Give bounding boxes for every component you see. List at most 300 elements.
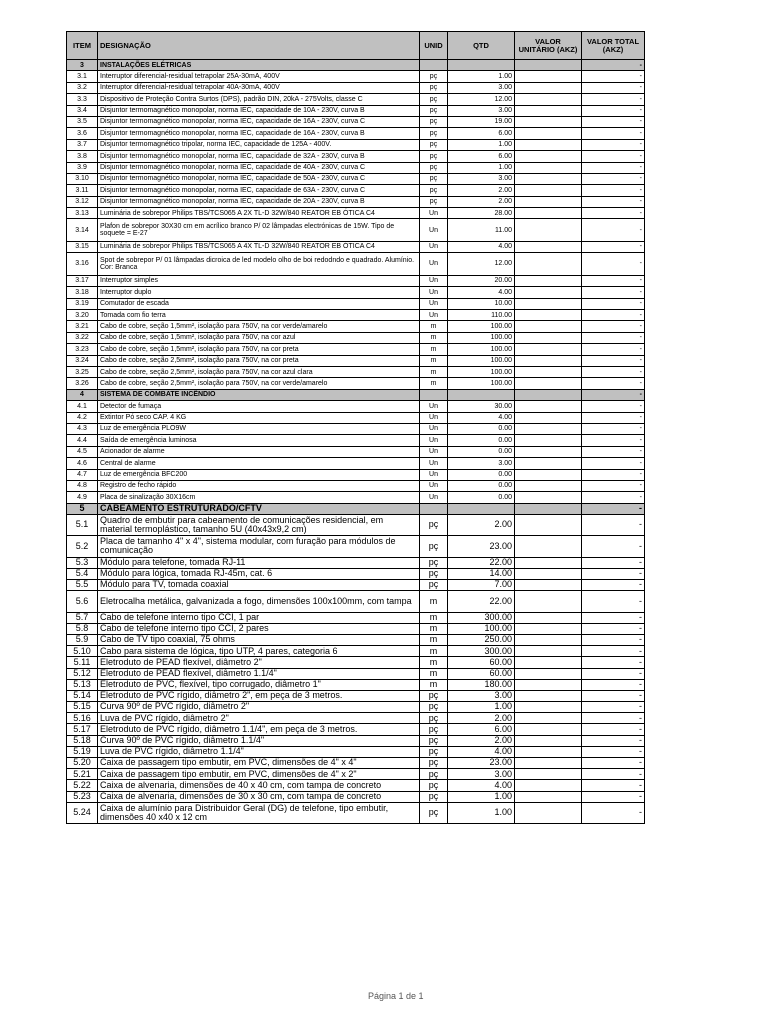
- item-number: 4.5: [67, 446, 98, 457]
- item-total-value: -: [582, 557, 645, 568]
- item-unit-value: [515, 758, 582, 769]
- item-total-value: -: [582, 151, 645, 162]
- item-description: Cabo de cobre, seção 1,5mm², isolação para 750V, na cor verde/amarelo: [98, 321, 420, 332]
- item-unit-value: [515, 298, 582, 309]
- item-unit: pç: [420, 128, 448, 139]
- item-unit: m: [420, 355, 448, 366]
- table-row: [67, 435, 645, 446]
- section-qty: [448, 389, 515, 400]
- item-unit: pç: [420, 713, 448, 724]
- item-quantity: 23.00: [448, 536, 515, 557]
- item-unit-value: [515, 253, 582, 276]
- item-total-value: -: [582, 690, 645, 701]
- table-row: [67, 591, 645, 612]
- item-description: Eletroduto de PEAD flexível, diâmetro 2": [98, 657, 420, 668]
- item-total-value: -: [582, 746, 645, 757]
- item-description: Plafon de sobrepor 30X30 cm em acrílico branco P/ 02 lâmpadas electrónicas de 15W. Tipo de soquete = E-27: [98, 219, 420, 242]
- item-total-value: -: [582, 321, 645, 332]
- item-total-value: -: [582, 758, 645, 769]
- table-row: [67, 275, 645, 286]
- item-total-value: -: [582, 139, 645, 150]
- item-description: Cabo de TV tipo coaxial, 75 ohms: [98, 634, 420, 645]
- item-quantity: 3.00: [448, 173, 515, 184]
- item-unit: pç: [420, 758, 448, 769]
- item-description: Dispositivo de Proteção Contra Surtos (DPS), padrão DIN, 20kA - 275Volts, classe C: [98, 94, 420, 105]
- item-unit-value: [515, 623, 582, 634]
- table-row: [67, 298, 645, 309]
- item-quantity: 100.00: [448, 344, 515, 355]
- table-row: [67, 690, 645, 701]
- item-quantity: 1.00: [448, 139, 515, 150]
- item-unit-value: [515, 423, 582, 434]
- item-unit-value: [515, 568, 582, 579]
- item-number: 5.4: [67, 568, 98, 579]
- item-unit: Un: [420, 469, 448, 480]
- item-quantity: 30.00: [448, 401, 515, 412]
- item-quantity: 7.00: [448, 580, 515, 591]
- item-unit: Un: [420, 287, 448, 298]
- item-quantity: 0.00: [448, 469, 515, 480]
- item-total-value: -: [582, 287, 645, 298]
- item-unit: pç: [420, 105, 448, 116]
- item-description: Disjuntor termomagnético monopolar, norma IEC, capacidade de 50A - 230V, curva C: [98, 173, 420, 184]
- item-total-value: -: [582, 446, 645, 457]
- item-unit: m: [420, 623, 448, 634]
- item-unit: m: [420, 634, 448, 645]
- item-unit: pç: [420, 162, 448, 173]
- item-description: Placa de sinalização 30X16cm: [98, 492, 420, 503]
- item-unit: pç: [420, 580, 448, 591]
- item-unit: m: [420, 646, 448, 657]
- item-description: Tomada com fio terra: [98, 310, 420, 321]
- item-quantity: 1.00: [448, 702, 515, 713]
- item-total-value: -: [582, 355, 645, 366]
- table-row: [67, 401, 645, 412]
- item-unit-value: [515, 735, 582, 746]
- section-unit-value: [515, 389, 582, 400]
- page-footer: Página 1 de 1: [368, 991, 424, 1001]
- item-total-value: -: [582, 724, 645, 735]
- item-total-value: -: [582, 105, 645, 116]
- item-total-value: -: [582, 310, 645, 321]
- table-row: [67, 366, 645, 377]
- item-unit: pç: [420, 185, 448, 196]
- item-unit-value: [515, 366, 582, 377]
- item-number: 5.23: [67, 791, 98, 802]
- section-title: SISTEMA DE COMBATE INCÊNDIO: [98, 389, 420, 400]
- item-number: 3.3: [67, 94, 98, 105]
- section-total: -: [582, 389, 645, 400]
- item-total-value: -: [582, 219, 645, 242]
- item-quantity: 14.00: [448, 568, 515, 579]
- item-number: 4.9: [67, 492, 98, 503]
- item-unit: m: [420, 657, 448, 668]
- item-description: Eletroduto de PVC rígido, diâmetro 2", em peça de 3 metros.: [98, 690, 420, 701]
- item-description: Central de alarme: [98, 458, 420, 469]
- item-total-value: -: [582, 241, 645, 252]
- item-total-value: -: [582, 713, 645, 724]
- item-unit-value: [515, 514, 582, 535]
- item-unit: Un: [420, 423, 448, 434]
- item-quantity: 250.00: [448, 634, 515, 645]
- item-unit: m: [420, 668, 448, 679]
- item-number: 5.24: [67, 802, 98, 823]
- item-unit-value: [515, 612, 582, 623]
- item-unit-value: [515, 480, 582, 491]
- item-quantity: 23.00: [448, 758, 515, 769]
- item-number: 3.1: [67, 71, 98, 82]
- item-unit: pç: [420, 780, 448, 791]
- item-description: Luz de emergência BFC200: [98, 469, 420, 480]
- item-quantity: 0.00: [448, 492, 515, 503]
- item-quantity: 60.00: [448, 657, 515, 668]
- item-unit: m: [420, 344, 448, 355]
- item-description: Eletroduto de PVC rígido, diâmetro 1.1/4", em peça de 3 metros.: [98, 724, 420, 735]
- item-quantity: 2.00: [448, 185, 515, 196]
- table-row: [67, 657, 645, 668]
- table-row: [67, 332, 645, 343]
- item-unit-value: [515, 458, 582, 469]
- item-unit-value: [515, 162, 582, 173]
- item-description: Curva 90º de PVC rígido, diâmetro 1.1/4": [98, 735, 420, 746]
- table-row: [67, 310, 645, 321]
- item-quantity: 19.00: [448, 116, 515, 127]
- section-unit: [420, 503, 448, 514]
- item-description: Placa de tamanho 4" x 4", sistema modular, com furação para módulos de comunicação: [98, 536, 420, 557]
- item-description: Luminária de sobrepor Philips TBS/TCS065 A 2X TL-D 32W/840 REATOR EB ÓTICA C4: [98, 208, 420, 219]
- item-unit: Un: [420, 480, 448, 491]
- item-unit: Un: [420, 458, 448, 469]
- table-row: [67, 557, 645, 568]
- table-row: [67, 321, 645, 332]
- item-unit: pç: [420, 802, 448, 823]
- item-quantity: 20.00: [448, 275, 515, 286]
- item-description: Disjuntor termomagnético monopolar, norma IEC, capacidade de 10A - 230V, curva B: [98, 105, 420, 116]
- item-description: Disjuntor termomagnético monopolar, norma IEC, capacidade de 40A - 230V, curva C: [98, 162, 420, 173]
- item-quantity: 3.00: [448, 769, 515, 780]
- item-unit: pç: [420, 82, 448, 93]
- item-number: 3.20: [67, 310, 98, 321]
- item-total-value: -: [582, 791, 645, 802]
- item-quantity: 22.00: [448, 591, 515, 612]
- item-number: 5.17: [67, 724, 98, 735]
- item-number: 3.13: [67, 208, 98, 219]
- item-description: Cabo de telefone interno tipo CCI, 1 par: [98, 612, 420, 623]
- table-row: [67, 151, 645, 162]
- item-total-value: -: [582, 702, 645, 713]
- item-unit-value: [515, 724, 582, 735]
- item-description: Módulo para lógica, tomada RJ-45m, cat. 6: [98, 568, 420, 579]
- item-unit-value: [515, 241, 582, 252]
- item-quantity: 4.00: [448, 412, 515, 423]
- item-unit: pç: [420, 690, 448, 701]
- section-unit: [420, 60, 448, 71]
- table-row: [67, 139, 645, 150]
- item-unit: pç: [420, 71, 448, 82]
- item-number: 3.11: [67, 185, 98, 196]
- item-unit-value: [515, 116, 582, 127]
- table-row: [67, 173, 645, 184]
- section-item: 4: [67, 389, 98, 400]
- item-unit-value: [515, 802, 582, 823]
- section-item: 5: [67, 503, 98, 514]
- item-unit: pç: [420, 173, 448, 184]
- item-quantity: 10.00: [448, 298, 515, 309]
- item-number: 3.5: [67, 116, 98, 127]
- item-total-value: -: [582, 253, 645, 276]
- item-unit: m: [420, 321, 448, 332]
- item-unit: m: [420, 366, 448, 377]
- item-number: 3.12: [67, 196, 98, 207]
- item-number: 3.8: [67, 151, 98, 162]
- table-row: [67, 492, 645, 503]
- item-unit: Un: [420, 241, 448, 252]
- item-unit-value: [515, 94, 582, 105]
- item-unit: pç: [420, 702, 448, 713]
- item-total-value: -: [582, 568, 645, 579]
- item-total-value: -: [582, 580, 645, 591]
- table-row: [67, 412, 645, 423]
- item-description: Curva 90º de PVC rígido, diâmetro 2": [98, 702, 420, 713]
- item-unit-value: [515, 355, 582, 366]
- table-row: [67, 713, 645, 724]
- item-quantity: 4.00: [448, 241, 515, 252]
- item-unit-value: [515, 151, 582, 162]
- item-unit-value: [515, 713, 582, 724]
- item-unit: Un: [420, 298, 448, 309]
- item-total-value: -: [582, 514, 645, 535]
- item-total-value: -: [582, 116, 645, 127]
- item-number: 3.10: [67, 173, 98, 184]
- item-description: Acionador de alarme: [98, 446, 420, 457]
- item-total-value: -: [582, 646, 645, 657]
- table-row: [67, 253, 645, 276]
- item-unit-value: [515, 591, 582, 612]
- item-number: 5.11: [67, 657, 98, 668]
- table-row: [67, 746, 645, 757]
- item-quantity: 2.00: [448, 735, 515, 746]
- item-number: 3.7: [67, 139, 98, 150]
- item-unit-value: [515, 139, 582, 150]
- item-description: Cabo de cobre, seção 2,5mm², isolação para 750V, na cor preta: [98, 355, 420, 366]
- item-description: Caixa de passagem tipo embutir, em PVC, dimensões de 4" x 4": [98, 758, 420, 769]
- item-quantity: 300.00: [448, 612, 515, 623]
- table-row: [67, 378, 645, 389]
- item-number: 4.1: [67, 401, 98, 412]
- table-row: [67, 724, 645, 735]
- item-unit-value: [515, 435, 582, 446]
- item-total-value: -: [582, 769, 645, 780]
- item-number: 4.7: [67, 469, 98, 480]
- item-total-value: -: [582, 82, 645, 93]
- item-number: 5.1: [67, 514, 98, 535]
- item-total-value: -: [582, 162, 645, 173]
- item-unit-value: [515, 71, 582, 82]
- item-number: 5.20: [67, 758, 98, 769]
- table-body: [67, 60, 645, 824]
- item-total-value: -: [582, 668, 645, 679]
- item-unit: Un: [420, 446, 448, 457]
- item-number: 5.12: [67, 668, 98, 679]
- item-unit-value: [515, 310, 582, 321]
- item-unit: pç: [420, 735, 448, 746]
- item-unit: pç: [420, 568, 448, 579]
- item-quantity: 3.00: [448, 690, 515, 701]
- item-quantity: 1.00: [448, 162, 515, 173]
- item-description: Cabo de telefone interno tipo CCI, 2 pares: [98, 623, 420, 634]
- item-total-value: -: [582, 802, 645, 823]
- item-description: Quadro de embutir para cabeamento de comunicações residencial, em material termoplástico, tamanho 5U (40x43x9,2 cm): [98, 514, 420, 535]
- item-description: Caixa de passagem tipo embutir, em PVC, dimensões de 4" x 2": [98, 769, 420, 780]
- item-unit: pç: [420, 557, 448, 568]
- item-unit-value: [515, 412, 582, 423]
- item-number: 5.21: [67, 769, 98, 780]
- item-unit: Un: [420, 219, 448, 242]
- table-row: [67, 702, 645, 713]
- table-row: [67, 241, 645, 252]
- section-qty: [448, 503, 515, 514]
- item-description: Interruptor simples: [98, 275, 420, 286]
- bill-of-quantities-table: [66, 31, 645, 824]
- item-description: Saída de emergência luminosa: [98, 435, 420, 446]
- item-quantity: 4.00: [448, 780, 515, 791]
- item-total-value: -: [582, 185, 645, 196]
- item-quantity: 3.00: [448, 105, 515, 116]
- item-number: 5.7: [67, 612, 98, 623]
- item-unit-value: [515, 469, 582, 480]
- item-unit: pç: [420, 514, 448, 535]
- table-row: [67, 287, 645, 298]
- item-unit-value: [515, 196, 582, 207]
- section-total: -: [582, 503, 645, 514]
- item-number: 5.16: [67, 713, 98, 724]
- item-description: Comutador de escada: [98, 298, 420, 309]
- item-unit: Un: [420, 208, 448, 219]
- table-row: [67, 634, 645, 645]
- table-row: [67, 446, 645, 457]
- item-unit: Un: [420, 401, 448, 412]
- item-number: 5.8: [67, 623, 98, 634]
- item-quantity: 2.00: [448, 514, 515, 535]
- header-unid: UNID: [420, 32, 448, 60]
- table-row: [67, 423, 645, 434]
- item-unit: Un: [420, 412, 448, 423]
- item-total-value: -: [582, 378, 645, 389]
- item-description: Módulo para TV, tomada coaxial: [98, 580, 420, 591]
- header-item: ITEM: [67, 32, 98, 60]
- item-unit: m: [420, 679, 448, 690]
- header-valor-total: VALOR TOTAL (AKZ): [582, 32, 645, 60]
- item-total-value: -: [582, 423, 645, 434]
- item-number: 4.2: [67, 412, 98, 423]
- item-total-value: -: [582, 591, 645, 612]
- item-unit-value: [515, 634, 582, 645]
- item-description: Cabo para sistema de lógica, tipo UTP, 4 pares, categoria 6: [98, 646, 420, 657]
- table-header-row: [67, 32, 645, 60]
- item-total-value: -: [582, 94, 645, 105]
- item-quantity: 3.00: [448, 82, 515, 93]
- item-quantity: 28.00: [448, 208, 515, 219]
- item-total-value: -: [582, 332, 645, 343]
- item-quantity: 3.00: [448, 458, 515, 469]
- item-quantity: 0.00: [448, 446, 515, 457]
- table-row: [67, 623, 645, 634]
- table-row: [67, 514, 645, 535]
- item-unit: pç: [420, 769, 448, 780]
- item-unit: pç: [420, 724, 448, 735]
- item-quantity: 1.00: [448, 802, 515, 823]
- item-quantity: 60.00: [448, 668, 515, 679]
- item-total-value: -: [582, 344, 645, 355]
- item-unit-value: [515, 287, 582, 298]
- item-number: 5.18: [67, 735, 98, 746]
- item-quantity: 180.00: [448, 679, 515, 690]
- item-description: Disjuntor termomagnético monopolar, norma IEC, capacidade de 20A - 230V, curva B: [98, 196, 420, 207]
- item-quantity: 6.00: [448, 724, 515, 735]
- item-description: Spot de sobrepor P/ 01 lâmpadas dicroica de led modelo olho de boi redodndo e quadrado. Alumínio. Cor: Branca: [98, 253, 420, 276]
- item-total-value: -: [582, 173, 645, 184]
- section-unit-value: [515, 503, 582, 514]
- item-total-value: -: [582, 412, 645, 423]
- item-unit-value: [515, 446, 582, 457]
- item-description: Extintor Pó seco CAP. 4 KG: [98, 412, 420, 423]
- item-unit-value: [515, 344, 582, 355]
- item-quantity: 2.00: [448, 196, 515, 207]
- item-number: 3.2: [67, 82, 98, 93]
- table-row: [67, 679, 645, 690]
- item-unit-value: [515, 646, 582, 657]
- table-row: [67, 480, 645, 491]
- table-row: [67, 668, 645, 679]
- item-quantity: 0.00: [448, 423, 515, 434]
- item-description: Disjuntor termomagnético monopolar, norma IEC, capacidade de 63A - 230V, curva C: [98, 185, 420, 196]
- item-unit-value: [515, 536, 582, 557]
- item-unit-value: [515, 275, 582, 286]
- table-row: [67, 355, 645, 366]
- item-total-value: -: [582, 196, 645, 207]
- item-unit-value: [515, 82, 582, 93]
- table-row: [67, 94, 645, 105]
- item-total-value: -: [582, 366, 645, 377]
- item-unit-value: [515, 668, 582, 679]
- item-unit-value: [515, 780, 582, 791]
- section-item: 3: [67, 60, 98, 71]
- item-unit: pç: [420, 94, 448, 105]
- item-unit-value: [515, 105, 582, 116]
- table-row: [67, 780, 645, 791]
- item-unit: m: [420, 612, 448, 623]
- item-total-value: -: [582, 469, 645, 480]
- table-row: [67, 758, 645, 769]
- item-number: 3.16: [67, 253, 98, 276]
- item-total-value: -: [582, 634, 645, 645]
- item-quantity: 100.00: [448, 321, 515, 332]
- item-quantity: 110.00: [448, 310, 515, 321]
- table-row: [67, 82, 645, 93]
- table-row: [67, 105, 645, 116]
- item-description: Interruptor diferencial-residual tetrapolar 25A-30mA, 400V: [98, 71, 420, 82]
- section-title: CABEAMENTO ESTRUTURADO/CFTV: [98, 503, 420, 514]
- item-quantity: 100.00: [448, 355, 515, 366]
- item-quantity: 2.00: [448, 713, 515, 724]
- item-unit-value: [515, 702, 582, 713]
- header-qtd: QTD: [448, 32, 515, 60]
- item-total-value: -: [582, 480, 645, 491]
- item-description: Luminária de sobrepor Philips TBS/TCS065 A 4X TL-D 32W/840 REATOR EB ÓTICA C4: [98, 241, 420, 252]
- item-unit: m: [420, 591, 448, 612]
- item-description: Registro de fecho rápido: [98, 480, 420, 491]
- item-quantity: 100.00: [448, 332, 515, 343]
